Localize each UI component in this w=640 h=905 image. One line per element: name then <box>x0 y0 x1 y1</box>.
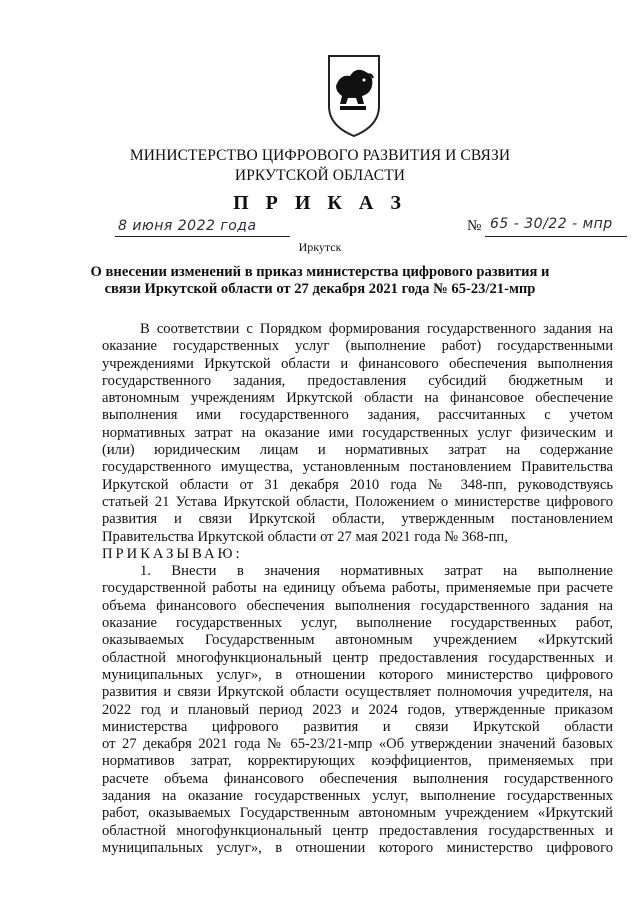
body-line: государственного задания, предоставления субсидий бюджетным и <box>102 372 613 389</box>
body-line: учреждениями Иркутской области и финансового обеспечения выполнения <box>102 355 613 372</box>
document-title-line2: связи Иркутской области от 27 декабря 2021 года № 65-23/21-мпр <box>104 281 536 297</box>
document-body <box>102 321 613 857</box>
body-line: Правительства Иркутской области от 27 мая 2021 года № 368-пп, <box>102 528 508 545</box>
body-line: развития и связи Иркутской области, утвержденным постановлением <box>102 511 613 528</box>
body-line: нормативных затрат на оказание ими государственных услуг физическим и <box>102 424 613 441</box>
body-line: задания на оказание государственных услуг, выполнение государственных <box>102 788 613 805</box>
body-line: нормативов затрат, корректирующих коэффициентов, применяемых при <box>102 753 613 770</box>
body-line: автономным учреждениям Иркутской области на финансовое обеспечение <box>102 390 613 407</box>
ministry-name-line1: МИНИСТЕРСТВО ЦИФРОВОГО РАЗВИТИЯ И СВЯЗИ <box>129 147 511 164</box>
body-line: оказание государственных услуг (выполнение работ) государственными <box>102 338 613 355</box>
document-title-line1: О внесении изменений в приказ министерства цифрового развития и <box>90 264 550 280</box>
body-line: расчете объема финансового обеспечения выполнения государственного <box>102 770 613 787</box>
body-line: областной многофункциональный центр предоставления государственных и <box>102 649 613 666</box>
body-line: оказываемых Государственным автономным учреждением «Иркутский <box>102 632 613 649</box>
order-word: ПРИКАЗЫВАЮ: <box>102 545 243 562</box>
date-underline <box>115 236 290 237</box>
coat-of-arms-icon <box>326 54 382 138</box>
handwritten-date: 8 июня 2022 года <box>118 218 257 234</box>
body-line: министерства цифрового развития и связи Иркутской области <box>102 718 613 735</box>
body-line: муниципальных услуг», в отношении которого министерство цифрового <box>102 839 613 856</box>
body-line: Иркутской области от 31 декабря 2010 года № 348-пп, руководствуясь <box>102 476 613 493</box>
body-line: 1. Внести в значения нормативных затрат на выполнение <box>140 563 613 580</box>
number-label: № <box>467 218 482 234</box>
body-line: государственной работы на единицу объема работы, применяемые при расчете <box>102 580 613 597</box>
body-line: муниципальных услуг», в отношении которого министерство цифрового <box>102 666 613 683</box>
body-line: 2022 год и плановый период 2023 и 2024 годов, утвержденные приказом <box>102 701 613 718</box>
body-line: работ, оказываемых Государственным автономным учреждением «Иркутский <box>102 805 613 822</box>
document-type: П Р И К А З <box>233 192 407 214</box>
ministry-name-line2: ИРКУТСКОЙ ОБЛАСТИ <box>234 167 406 184</box>
body-line: объема финансового обеспечения выполнения государственного задания на <box>102 597 613 614</box>
body-line: областной многофункциональный центр предоставления государственных и <box>102 822 613 839</box>
body-line: статьей 21 Устава Иркутской области, Положением о министерстве цифрового <box>102 493 613 510</box>
body-line: выполнения ими государственного задания, рассчитанных с учетом <box>102 407 613 424</box>
body-line: государственного имущества, установленным постановлением Правительства <box>102 459 613 476</box>
body-line: от 27 декабря 2021 года № 65-23/21-мпр «Об утверждении значений базовых <box>102 736 613 753</box>
handwritten-number: 65 - 30/22 - мпр <box>490 216 613 232</box>
body-line: В соответствии с Порядком формирования государственного задания на <box>140 321 613 337</box>
number-underline <box>485 236 627 237</box>
body-line: (или) юридическим лицам и нормативных затрат на содержание <box>102 442 613 459</box>
body-line: оказание государственных услуг, выполнение государственных работ, <box>102 615 613 632</box>
body-line: развития и связи Иркутской области осуществляет полномочия учредителя, на <box>102 684 613 701</box>
city: Иркутск <box>298 240 342 254</box>
